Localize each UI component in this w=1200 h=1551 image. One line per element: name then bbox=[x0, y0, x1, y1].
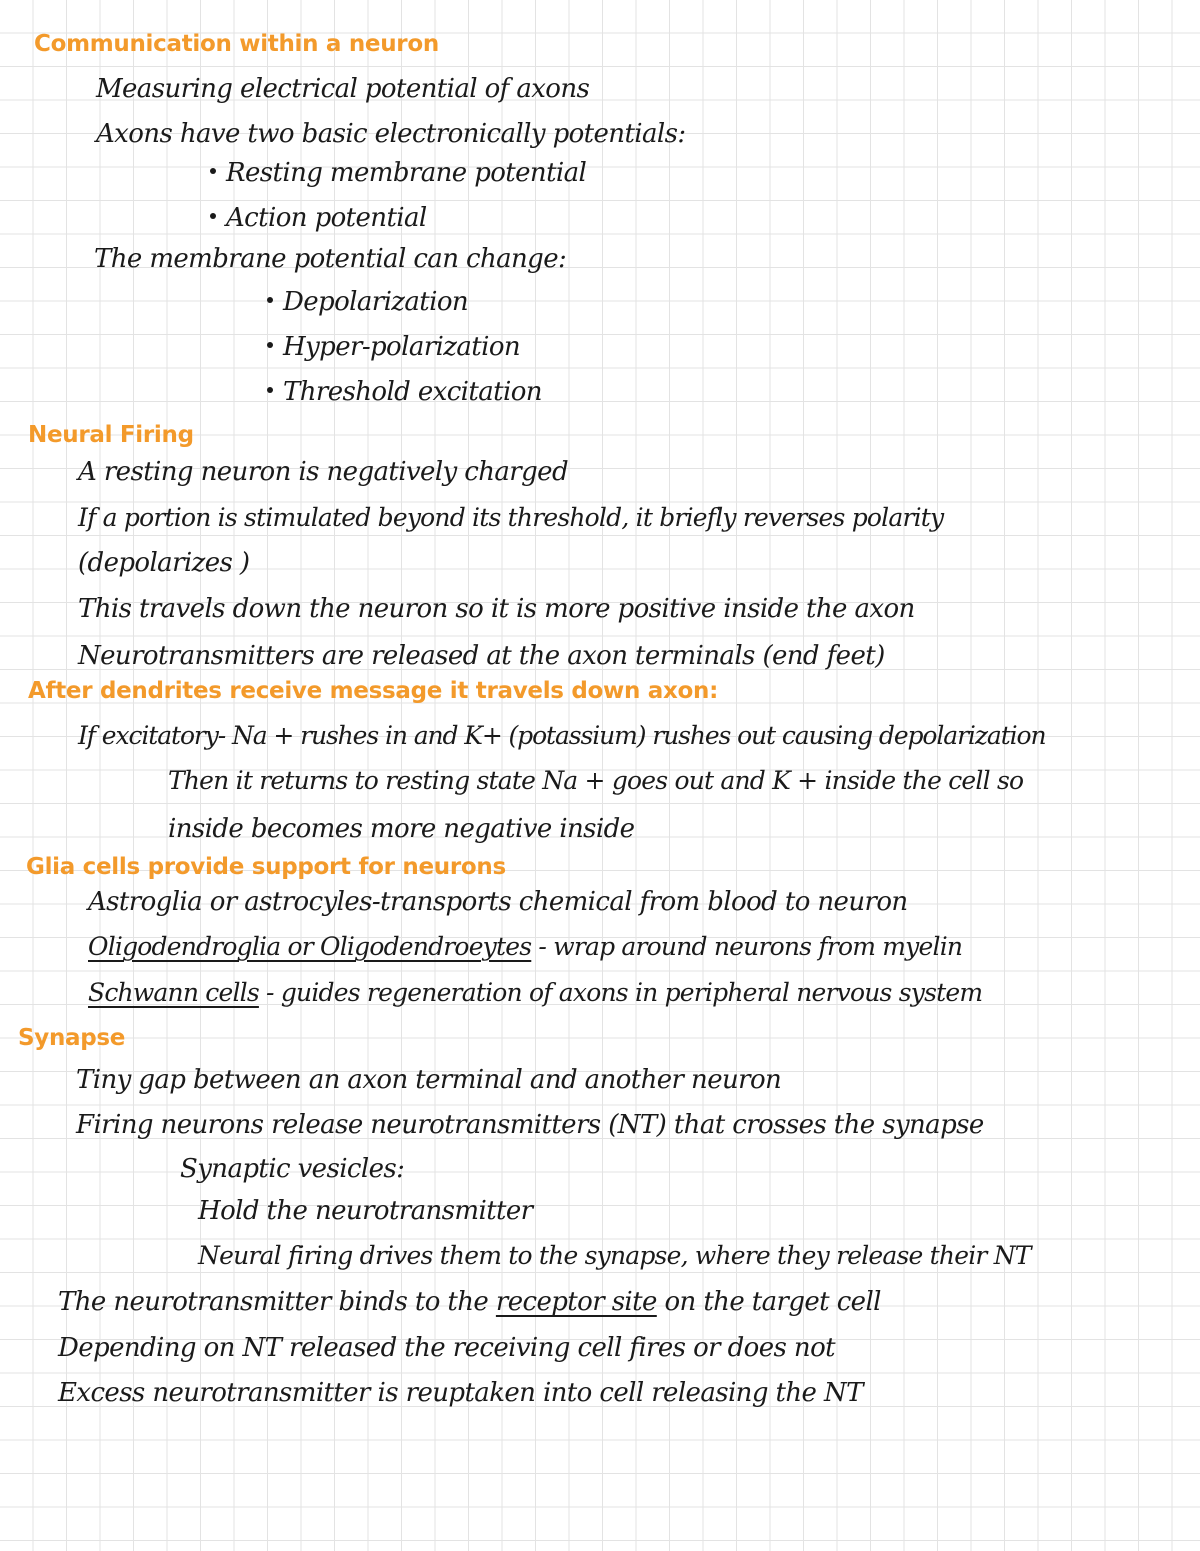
underlined-term: receptor site bbox=[495, 1287, 657, 1317]
note-line: Measuring electrical potential of axons bbox=[96, 74, 590, 104]
heading-communication: Communication within a neuron bbox=[34, 31, 439, 57]
bullet-item bbox=[267, 334, 520, 360]
heading-glia: Glia cells provide support for neurons bbox=[26, 854, 506, 880]
note-line: inside becomes more negative inside bbox=[168, 814, 635, 844]
note-line bbox=[88, 980, 982, 1005]
bullet-item bbox=[210, 160, 586, 186]
note-line bbox=[58, 1289, 881, 1315]
note-line: The membrane potential can change: bbox=[94, 244, 567, 274]
note-line: If a portion is stimulated beyond its threshold, it briefly reverses polarity bbox=[78, 503, 944, 532]
underlined-term: Schwann cells bbox=[88, 978, 259, 1007]
note-line: If excitatory- Na + rushes in and K+ (potassium) rushes out causing depolarization bbox=[78, 721, 1046, 750]
note-line: Synaptic vesicles: bbox=[180, 1154, 405, 1184]
note-line: Tiny gap between an axon terminal and another neuron bbox=[76, 1065, 782, 1095]
note-line: Neural firing drives them to the synapse, where they release their NT bbox=[198, 1241, 1031, 1270]
heading-after-dendrites: After dendrites receive message it travels down axon: bbox=[28, 678, 719, 704]
note-text: - wrap around neurons from myelin bbox=[531, 932, 963, 961]
note-text: on the target cell bbox=[656, 1287, 881, 1317]
note-line: A resting neuron is negatively charged bbox=[78, 457, 569, 487]
note-line bbox=[88, 934, 962, 959]
bullet-icon bbox=[210, 168, 216, 174]
note-line: Neurotransmitters are released at the axon terminals (end feet) bbox=[78, 641, 885, 671]
heading-synapse: Synapse bbox=[18, 1025, 126, 1051]
bullet-text: Resting membrane potential bbox=[226, 158, 587, 188]
note-text: The neurotransmitter binds to the bbox=[58, 1287, 496, 1317]
bullet-text: Hyper-polarization bbox=[283, 332, 521, 362]
bullet-item bbox=[267, 379, 542, 405]
bullet-icon bbox=[267, 342, 273, 348]
note-line: Astroglia or astrocyles-transports chemical from blood to neuron bbox=[88, 887, 908, 917]
note-line: Then it returns to resting state Na + goes out and K + inside the cell so bbox=[168, 766, 1024, 795]
underlined-term: Oligodendroglia or Oligodendroeytes bbox=[88, 932, 532, 961]
note-line: Depending on NT released the receiving cell fires or does not bbox=[58, 1333, 835, 1363]
bullet-text: Threshold excitation bbox=[283, 377, 542, 407]
note-line: Axons have two basic electronically potentials: bbox=[96, 119, 686, 149]
bullet-icon bbox=[210, 213, 216, 219]
bullet-text: Action potential bbox=[226, 203, 427, 233]
note-text: - guides regeneration of axons in peripheral nervous system bbox=[258, 978, 983, 1007]
bullet-icon bbox=[267, 297, 273, 303]
note-line: This travels down the neuron so it is more positive inside the axon bbox=[78, 594, 915, 624]
note-line: Firing neurons release neurotransmitters (NT) that crosses the synapse bbox=[76, 1110, 984, 1140]
heading-neural-firing: Neural Firing bbox=[28, 422, 194, 448]
note-line: Excess neurotransmitter is reuptaken into cell releasing the NT bbox=[58, 1378, 863, 1408]
bullet-icon bbox=[267, 387, 273, 393]
note-line: (depolarizes ) bbox=[78, 548, 250, 578]
bullet-text: Depolarization bbox=[283, 287, 469, 317]
note-line: Hold the neurotransmitter bbox=[198, 1196, 533, 1226]
bullet-item bbox=[210, 205, 427, 231]
bullet-item bbox=[267, 289, 468, 315]
